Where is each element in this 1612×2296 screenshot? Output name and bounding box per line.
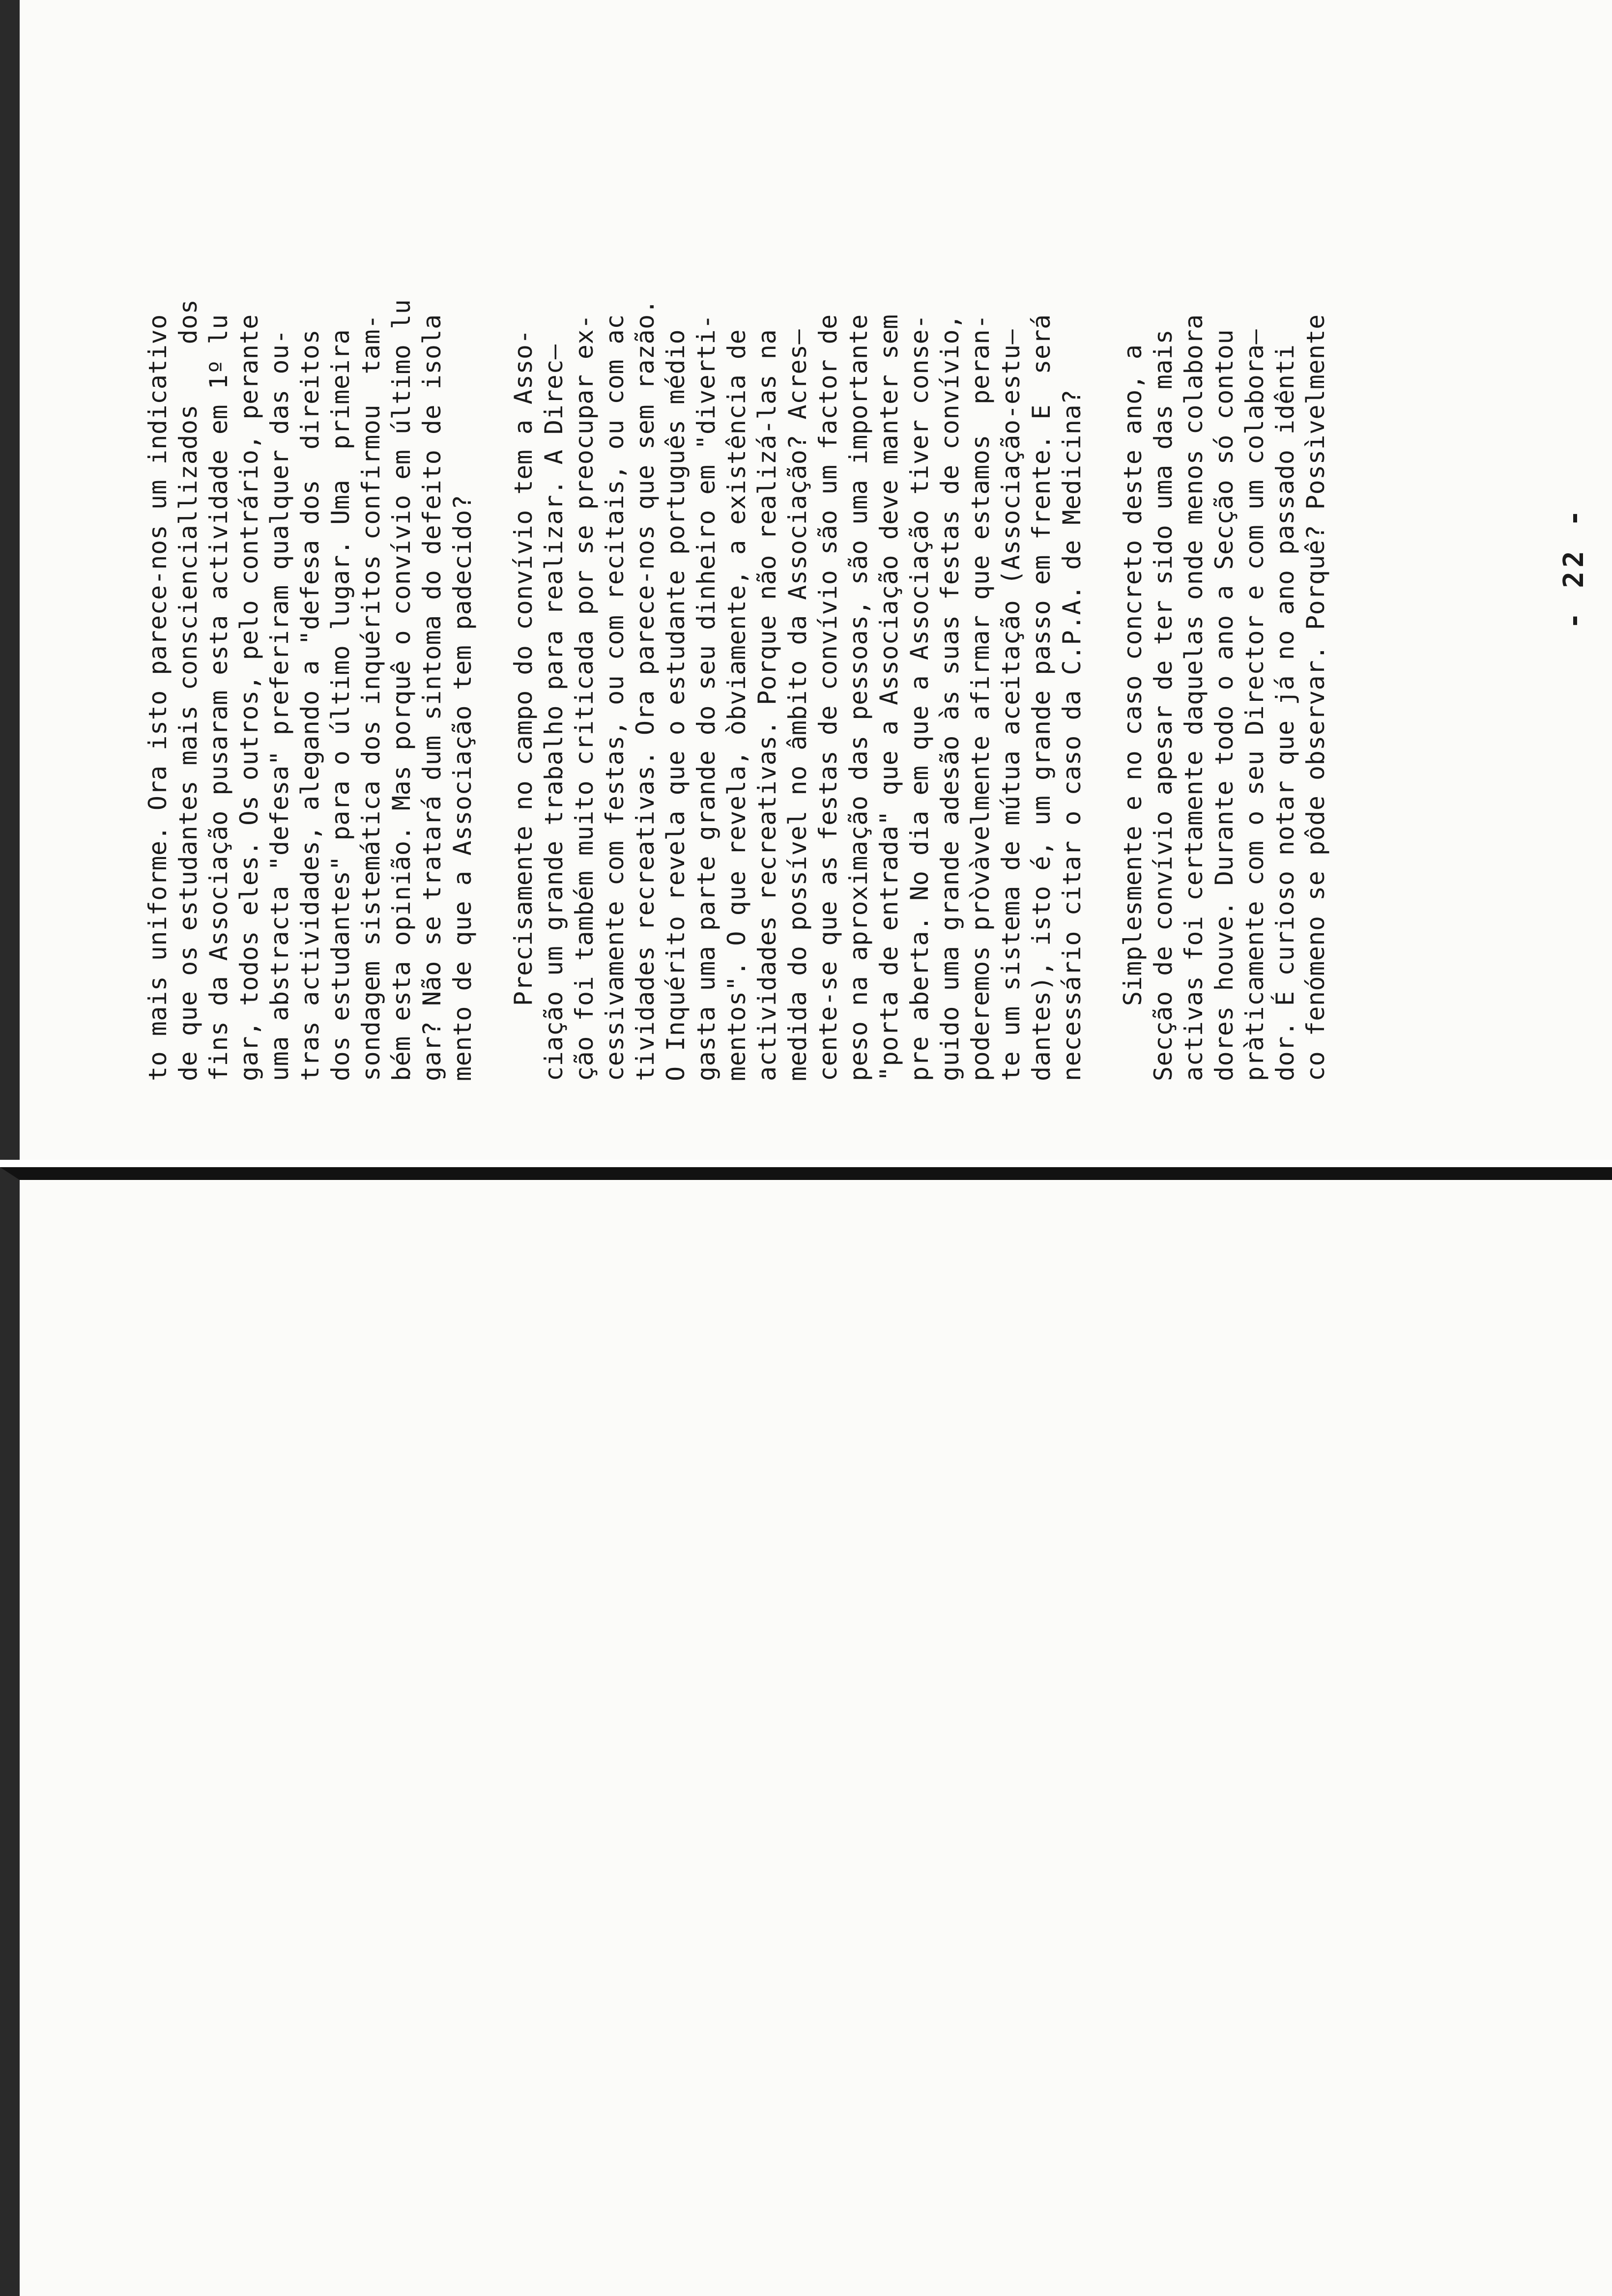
paragraph: Simplesmente e no caso concreto deste ano, a Secção de convívio apesar de ter sido uma das mais activas foi certamente daquelas onde menos colabora dores houve. Durante todo o ano a Secção só contou pràticamente com o seu Director e com um colabora— dor. É curioso notar que já no ano passado idênti co fenómeno se pôde observar. Porquê? Possìvelmente — [1119, 314, 1330, 1081]
paragraph: to mais uniforme. Ora isto parece-nos um indicativo de que os estudantes mais conscienciallizados dos fins da Associação pusaram esta actividade em 1º lu gar, todos eles. Os outros, pelo contrário, perante uma abstracta "defesa" preferiram qualquer das ou- tras actividades, alegando a "defesa dos direitos dos estudantes" para o último lugar. Uma primeira sondagem sistemática dos inquéritos confirmou tam- bém esta opinião. Mas porquê o convívio em último lu gar? Não se tratará dum sintoma do defeito de isola mento de que a Associação tem padecido? — [144, 299, 477, 1081]
paragraph: Precisamente no campo do convívio tem a Asso- ciação um grande trabalho para realizar. A Direc— ção foi também muito criticada por se preocupar ex- cessivamente com festas, ou com recitais, ou com ac tividades recreativas. Ora parece-nos que sem razão. O Inquérito revela que o estudante português médio gasta uma parte grande do seu dinheiro em "diverti- mentos". O que revela, òbviamente, a existência de actividades recreativas. Porque não realizá-las na medida do possível no âmbito da Associação? Acres— cente-se que as festas de convívio são um factor de peso na aproximação das pessoas, são uma importante "porta de entrada" que a Associação deve manter sem pre aberta. No dia em que a Associação tiver conse- guido uma grande adesão às suas festas de convívio, poderemos pròvàvelmente afirmar que estamos peran- te um sistema de mútua aceitação (Associação-estu— dantes), isto é, um grande passo em frente. E será necessário citar o caso da C.P.A. de Medicina? — [509, 299, 1086, 1081]
page-sheet-lower — [0, 1167, 1612, 2296]
page-number: - 22 - — [1558, 506, 1590, 629]
page-content-upper — [143, 74, 1607, 1081]
page-body — [143, 74, 1331, 1081]
